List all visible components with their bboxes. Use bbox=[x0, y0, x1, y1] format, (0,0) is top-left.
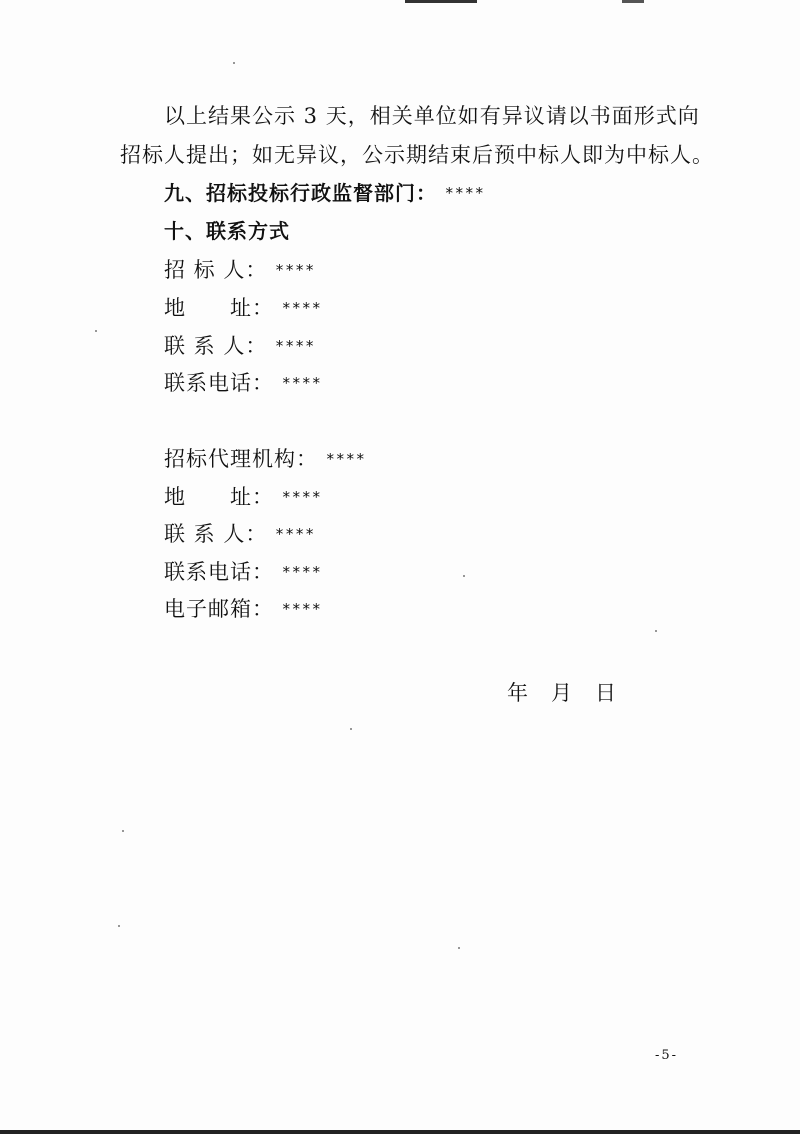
page-number: -5- bbox=[655, 1048, 679, 1063]
agency-contact-label: 联 系 人： bbox=[164, 522, 268, 546]
agency-address-row bbox=[164, 484, 322, 510]
section-9 bbox=[164, 180, 485, 206]
tenderer-contact-value: **** bbox=[275, 337, 316, 355]
agency-phone-label: 联系电话： bbox=[164, 560, 274, 584]
agency-name-value: **** bbox=[325, 450, 366, 468]
section-10-heading: 十、联系方式 bbox=[164, 219, 290, 243]
scan-speck bbox=[458, 947, 460, 949]
tenderer-name-label: 招 标 人： bbox=[164, 258, 268, 282]
scan-speck bbox=[463, 575, 465, 577]
scan-speck bbox=[350, 728, 352, 730]
agency-email-label: 电子邮箱： bbox=[164, 597, 274, 621]
tenderer-address-row bbox=[164, 295, 322, 321]
agency-contact-value: **** bbox=[275, 525, 316, 543]
tenderer-phone-label: 联系电话： bbox=[164, 371, 274, 395]
tenderer-address-value: **** bbox=[281, 299, 322, 317]
agency-phone-row bbox=[164, 559, 322, 585]
section-9-value: **** bbox=[444, 184, 485, 202]
tenderer-name-value: **** bbox=[275, 261, 316, 279]
tenderer-contact-label: 联 系 人： bbox=[164, 334, 268, 358]
paragraph-line-1: 以上结果公示 3 天，相关单位如有异议请以书面形式向 bbox=[164, 104, 700, 128]
tenderer-phone-row bbox=[164, 370, 322, 396]
agency-email-row bbox=[164, 596, 322, 622]
scan-speck bbox=[122, 830, 124, 832]
scan-speck bbox=[118, 925, 120, 927]
scan-speck bbox=[233, 62, 235, 64]
agency-name-label: 招标代理机构： bbox=[164, 447, 318, 471]
agency-contact-row bbox=[164, 521, 315, 547]
agency-address-value: **** bbox=[281, 488, 322, 506]
agency-address-label: 地 址： bbox=[164, 485, 274, 509]
scan-speck bbox=[655, 630, 657, 632]
tenderer-phone-value: **** bbox=[281, 374, 322, 392]
scan-edge-bottom bbox=[0, 1130, 800, 1134]
tenderer-address-label: 地 址： bbox=[164, 296, 274, 320]
paragraph-line-2: 招标人提出；如无异议，公示期结束后预中标人即为中标人。 bbox=[120, 143, 714, 167]
agency-name-row bbox=[164, 446, 366, 472]
section-9-heading: 九、招标投标行政监督部门： bbox=[164, 181, 437, 205]
agency-email-value: **** bbox=[281, 600, 322, 618]
scan-artifact-top-right bbox=[622, 0, 644, 3]
tenderer-name-row bbox=[164, 257, 315, 283]
agency-phone-value: **** bbox=[281, 563, 322, 581]
date-line: 年 月 日 bbox=[507, 681, 617, 705]
tenderer-contact-row bbox=[164, 333, 315, 359]
scan-speck bbox=[95, 330, 97, 332]
scan-artifact-top bbox=[405, 0, 477, 3]
